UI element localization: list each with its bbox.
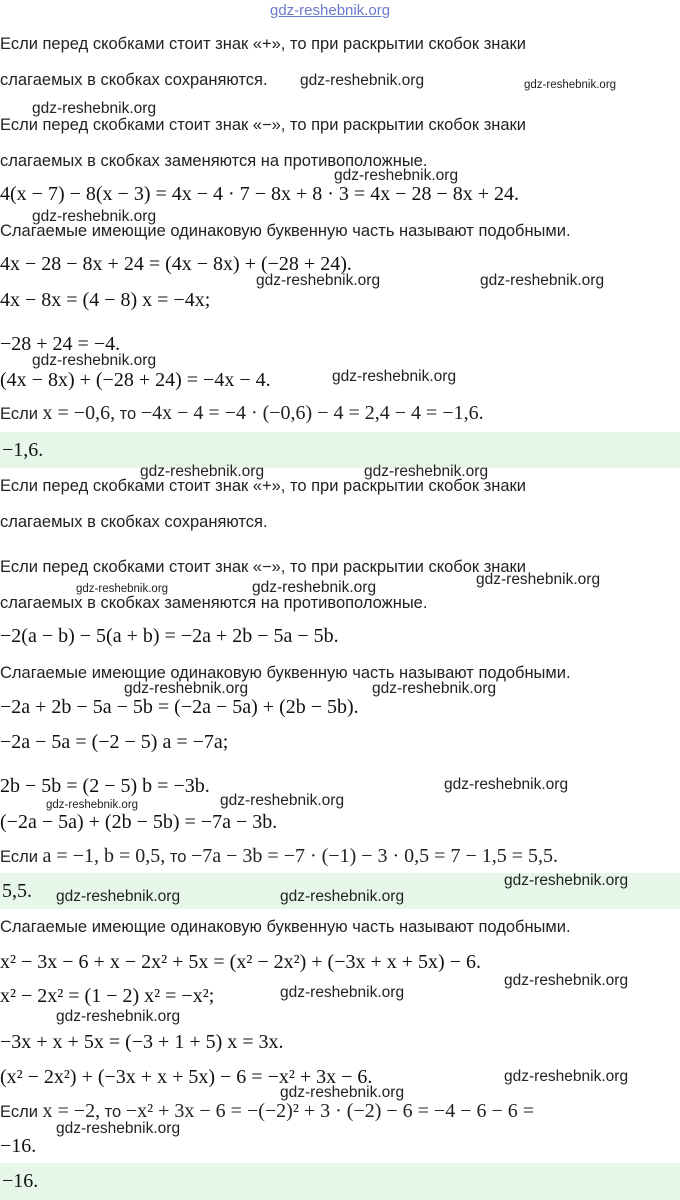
p2-sub-condition: a = −1, b = 0,5, [42,845,166,867]
p1-expand-equation: 4(x − 7) − 8(x − 3) = 4x − 4 · 7 − 8x + 8 · 3 = 4x − 28 − 8x + 24. [0,183,520,205]
p1-step1-equation: 4x − 8x = (4 − 8) x = −4x; [0,289,211,311]
p1-rule-minus-line2: слагаемых в скобках заменяются на противоположные. [0,152,428,170]
p1-sub-prefix: Если [0,405,38,423]
watermark: gdz-reshebnik.org [32,352,157,369]
watermark: gdz-reshebnik.org [480,272,605,289]
watermark: gdz-reshebnik.org [252,579,377,596]
watermark: gdz-reshebnik.org [504,872,629,889]
p1-sub-condition: x = −0,6, [42,402,116,424]
watermark: gdz-reshebnik.org [444,776,569,793]
watermark: gdz-reshebnik.org [76,583,169,595]
p2-like-terms-text: Слагаемые имеющие одинаковую буквенную часть называют подобными. [0,664,571,682]
p2-step1-equation: −2a − 5a = (−2 − 5) a = −7a; [0,731,229,753]
watermark: gdz-reshebnik.org [46,799,139,811]
watermark: gdz-reshebnik.org [504,972,629,989]
watermark: gdz-reshebnik.org [140,463,265,480]
p3-sub-to: то [104,1103,122,1121]
watermark: gdz-reshebnik.org [32,100,157,117]
watermark: gdz-reshebnik.org [32,208,157,225]
p2-group-equation: −2a + 2b − 5a − 5b = (−2a − 5a) + (2b − 5b). [0,696,359,718]
p2-rule-minus-line2: слагаемых в скобках заменяются на противоположные. [0,594,428,612]
watermark: gdz-reshebnik.org [372,680,497,697]
p3-answer: −16. [2,1170,39,1192]
p1-like-terms-text: Слагаемые имеющие одинаковую буквенную часть называют подобными. [0,222,571,240]
watermark: gdz-reshebnik.org [332,368,457,385]
watermark: gdz-reshebnik.org [524,79,617,91]
p2-rule-plus-line1: Если перед скобками стоит знак «+», то при раскрытии скобок знаки [0,477,526,495]
p2-sub-to: то [169,848,187,866]
p3-result-equation: (x² − 2x²) + (−3x + x + 5x) − 6 = −x² + 3x − 6. [0,1066,373,1088]
p3-sub-condition: x = −2, [42,1100,101,1122]
p1-answer: −1,6. [2,439,44,461]
watermark: gdz-reshebnik.org [300,72,425,89]
p3-sub-calc-continued: −16. [0,1135,37,1157]
p1-step2-equation: −28 + 24 = −4. [0,333,121,355]
p1-substitution-line [0,402,484,425]
watermark: gdz-reshebnik.org [124,680,249,697]
p1-rule-plus-line1: Если перед скобками стоит знак «+», то при раскрытии скобок знаки [0,35,526,53]
watermark: gdz-reshebnik.org [476,571,601,588]
p2-expand-equation: −2(a − b) − 5(a + b) = −2a + 2b − 5a − 5b. [0,625,339,647]
watermark: gdz-reshebnik.org [280,1084,405,1101]
watermark: gdz-reshebnik.org [56,1120,181,1137]
p2-rule-minus-line1: Если перед скобками стоит знак «−», то при раскрытии скобок знаки [0,558,526,576]
p1-group-equation: 4x − 28 − 8x + 24 = (4x − 8x) + (−28 + 24). [0,253,352,275]
p2-substitution-line [0,845,558,868]
p2-answer: 5,5. [2,880,32,902]
p1-rule-minus-line1: Если перед скобками стоит знак «−», то при раскрытии скобок знаки [0,116,526,134]
p1-sub-to: то [119,405,137,423]
p3-like-terms-text: Слагаемые имеющие одинаковую буквенную часть называют подобными. [0,918,571,936]
watermark: gdz-reshebnik.org [334,167,459,184]
p2-result-equation: (−2a − 5a) + (2b − 5b) = −7a − 3b. [0,811,278,833]
watermark: gdz-reshebnik.org [56,1008,181,1025]
p1-rule-plus-line2: слагаемых в скобках сохраняются. [0,71,268,89]
p3-answer-box [0,1163,680,1200]
p2-step2-equation: 2b − 5b = (2 − 5) b = −3b. [0,775,210,797]
watermark: gdz-reshebnik.org [56,888,181,905]
p3-step2-equation: −3x + x + 5x = (−3 + 1 + 5) x = 3x. [0,1031,284,1053]
p2-rule-plus-line2: слагаемых в скобках сохраняются. [0,513,268,531]
watermark: gdz-reshebnik.org [364,463,489,480]
p2-sub-calc: −7a − 3b = −7 · (−1) − 3 · 0,5 = 7 − 1,5 = 5,5. [190,845,559,867]
watermark: gdz-reshebnik.org [256,272,381,289]
watermark: gdz-reshebnik.org [220,792,345,809]
p1-sub-calc: −4x − 4 = −4 · (−0,6) − 4 = 2,4 − 4 = −1,6. [140,402,484,424]
p3-sub-prefix: Если [0,1103,38,1121]
watermark: gdz-reshebnik.org [504,1068,629,1085]
p2-sub-prefix: Если [0,848,38,866]
p1-result-equation: (4x − 8x) + (−28 + 24) = −4x − 4. [0,369,271,391]
watermark: gdz-reshebnik.org [280,984,405,1001]
p3-step1-equation: x² − 2x² = (1 − 2) x² = −x²; [0,985,215,1007]
p3-group-equation: x² − 3x − 6 + x − 2x² + 5x = (x² − 2x²) + (−3x + x + 5x) − 6. [0,951,481,973]
p1-answer-box [0,432,680,468]
watermark: gdz-reshebnik.org [280,888,405,905]
p3-sub-calc: −x² + 3x − 6 = −(−2)² + 3 · (−2) − 6 = −4 − 6 − 6 = [125,1100,535,1122]
watermark-top-link[interactable]: gdz-reshebnik.org [270,2,391,19]
